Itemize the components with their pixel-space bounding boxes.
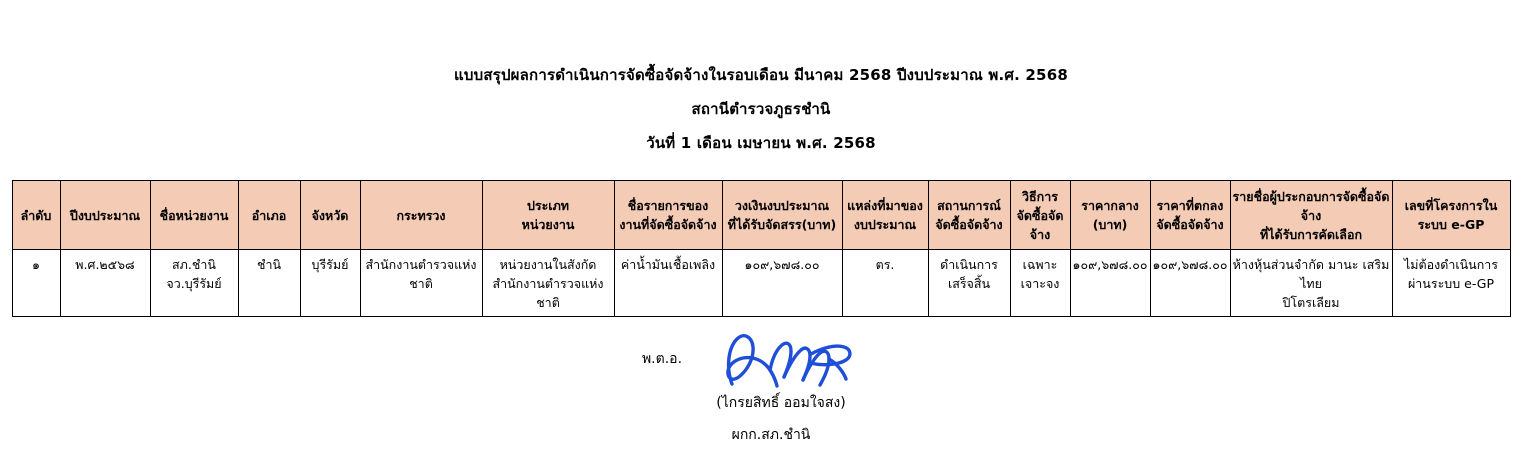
header-title-line-1: แบบสรุปผลการดำเนินการจัดซื้อจัดจ้างในรอบเดือน มีนาคม 2568 ปีงบประมาณ พ.ศ. 2568 bbox=[454, 66, 1068, 84]
cell-status: ดำเนินการ เสร็จสิ้น bbox=[928, 250, 1010, 317]
cell-agency_name: สภ.ชำนิ จว.บุรีรัมย์ bbox=[150, 250, 238, 317]
cell-egp_project_no: ไม่ต้องดำเนินการ ผ่านระบบ e-GP bbox=[1392, 250, 1510, 317]
header-title-line-3: วันที่ 1 เดือน เมษายน พ.ศ. 2568 bbox=[646, 134, 876, 152]
column-header-item_list: ชื่อรายการของ งานที่จัดซื้อจัดจ้าง bbox=[614, 181, 722, 250]
cell-ministry: สำนักงานตำรวจแห่งชาติ bbox=[360, 250, 482, 317]
cell-fiscal_year: พ.ศ.๒๕๖๘ bbox=[60, 250, 150, 317]
table-header-row-group bbox=[12, 181, 1510, 250]
column-header-province: จังหวัด bbox=[300, 181, 360, 250]
column-header-agreed_price: ราคาที่ตกลง จัดซื้อจัดจ้าง bbox=[1150, 181, 1230, 250]
signer-name: (ไกรยสิทธิ์ ออมใจสง) bbox=[716, 395, 846, 411]
column-header-median_price: ราคากลาง (บาท) bbox=[1070, 181, 1150, 250]
cell-no: ๑ bbox=[12, 250, 60, 317]
table-header-row bbox=[12, 181, 1510, 250]
cell-agency_type: หน่วยงานในสังกัด สำนักงานตำรวจแห่งชาติ bbox=[482, 250, 614, 317]
document-header bbox=[0, 0, 1522, 158]
procurement-summary-table bbox=[12, 180, 1511, 317]
column-header-budget_amount: วงเงินงบประมาณ ที่ได้รับจัดสรร(บาท) bbox=[722, 181, 842, 250]
signer-rank: พ.ต.อ. bbox=[641, 351, 683, 367]
cell-item_list: ค่าน้ำมันเชื้อเพลิง bbox=[614, 250, 722, 317]
column-header-egp_project_no: เลขที่โครงการใน ระบบ e-GP bbox=[1392, 181, 1510, 250]
cell-district: ชำนิ bbox=[238, 250, 300, 317]
column-header-agency_name: ชื่อหน่วยงาน bbox=[150, 181, 238, 250]
column-header-district: อำเภอ bbox=[238, 181, 300, 250]
table-body bbox=[12, 250, 1510, 317]
column-header-fiscal_year: ปีงบประมาณ bbox=[60, 181, 150, 250]
table-row bbox=[12, 250, 1510, 317]
signer-position: ผกก.สภ.ชำนิ bbox=[731, 427, 811, 443]
cell-median_price: ๑๐๙,๖๗๘.๐๐ bbox=[1070, 250, 1150, 317]
column-header-agency_type: ประเภท หน่วยงาน bbox=[482, 181, 614, 250]
column-header-budget_source: แหล่งที่มาของ งบประมาณ bbox=[842, 181, 928, 250]
cell-budget_source: ตร. bbox=[842, 250, 928, 317]
handwritten-signature-icon bbox=[710, 330, 880, 392]
signature-row bbox=[0, 330, 1522, 392]
signature-block bbox=[0, 330, 1522, 446]
column-header-method: วิธีการ จัดซื้อจัดจ้าง bbox=[1010, 181, 1070, 250]
column-header-status: สถานการณ์ จัดซื้อจัดจ้าง bbox=[928, 181, 1010, 250]
column-header-no: ลำดับ bbox=[12, 181, 60, 250]
cell-agreed_price: ๑๐๙,๖๗๘.๐๐ bbox=[1150, 250, 1230, 317]
cell-selected_vendor: ห้างหุ้นส่วนจำกัด มานะ เสริมไทย ปิโตรเลียม bbox=[1230, 250, 1392, 317]
cell-method: เฉพาะ เจาะจง bbox=[1010, 250, 1070, 317]
header-title-line-2: สถานีตำรวจภูธรชำนิ bbox=[691, 100, 831, 118]
column-header-ministry: กระทรวง bbox=[360, 181, 482, 250]
cell-budget_amount: ๑๐๙,๖๗๘.๐๐ bbox=[722, 250, 842, 317]
column-header-selected_vendor: รายชื่อผู้ประกอบการจัดซื้อจัดจ้าง ที่ได้รับการคัดเลือก bbox=[1230, 181, 1392, 250]
cell-province: บุรีรัมย์ bbox=[300, 250, 360, 317]
